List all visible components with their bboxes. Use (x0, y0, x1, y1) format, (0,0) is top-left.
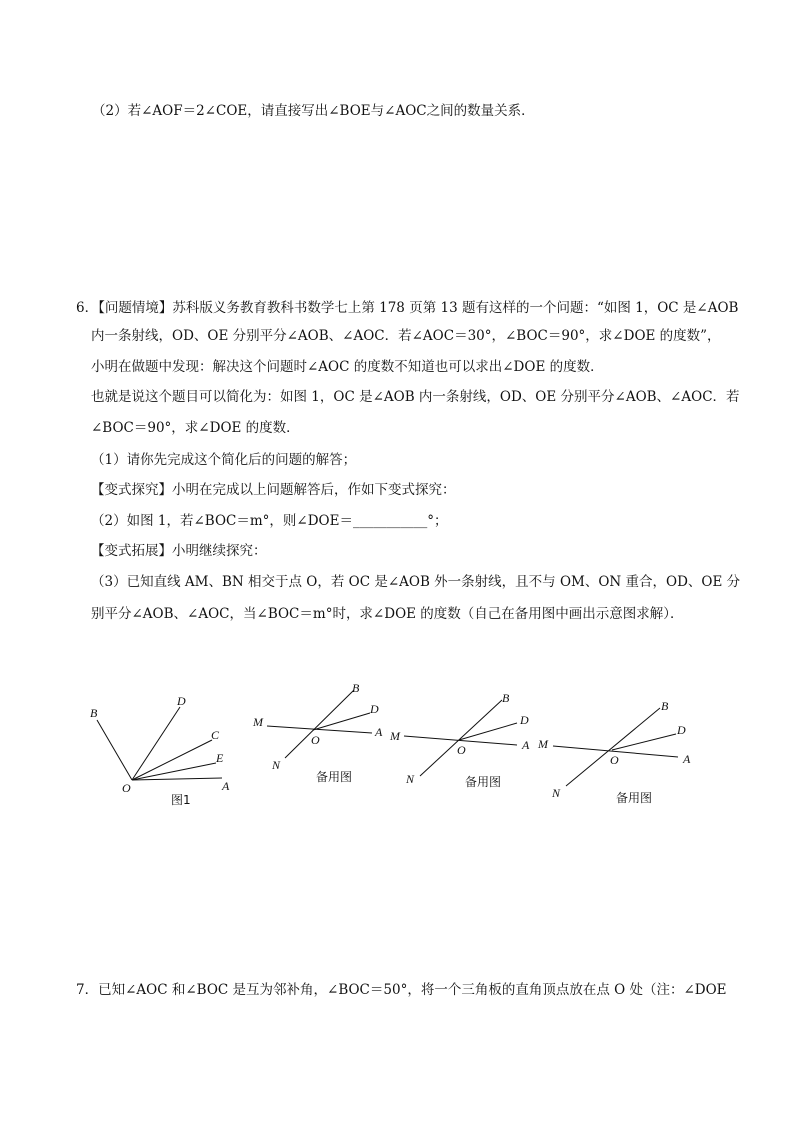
label-M: M (253, 715, 263, 729)
ray-oc (132, 740, 212, 780)
label-O: O (122, 781, 131, 795)
label-O: O (610, 753, 619, 767)
q7-line1: 7．已知∠AOC 和∠BOC 是互为邻补角，∠BOC＝50°，将一个三角板的直角顶点放在点 O 处（注：∠DOE (76, 982, 727, 998)
backup-figure-1-caption: 备用图 (316, 770, 353, 784)
label-O: O (457, 743, 466, 757)
q6-line5: ∠BOC＝90°，求∠DOE 的度数． (91, 420, 300, 436)
label-E: E (216, 751, 224, 765)
label-N: N (272, 758, 281, 772)
label-C: C (211, 728, 220, 742)
label-A: A (375, 725, 383, 739)
label-A: A (683, 752, 691, 766)
label-D: D (177, 694, 186, 708)
label-D: D (370, 702, 379, 716)
figure-1 (90, 694, 230, 807)
q6-line7: 【变式探究】小明在完成以上问题解答后，作如下变式探究： (91, 482, 456, 498)
q6-line8: （2）如图 1，若∠BOC＝m°，则∠DOE＝___________°； (91, 513, 448, 529)
label-A: A (222, 779, 230, 793)
backup-figure-2 (389, 691, 530, 789)
figure-1-caption: 图1 (171, 793, 191, 807)
label-N: N (552, 786, 561, 800)
q5-part2: （2）若∠AOF＝2∠COE，请直接写出∠BOE与∠AOC之间的数量关系． (92, 103, 535, 119)
q6-line6: （1）请你先完成这个简化后的问题的解答； (91, 452, 357, 468)
q6-line10: （3）已知直线 AM、BN 相交于点 O，若 OC 是∠AOB 外一条射线，且不与 OM、ON 重合，OD、OE 分 (91, 574, 741, 590)
line-am (267, 726, 372, 733)
label-O: O (311, 733, 320, 747)
q6-line3: 小明在做题中发现：解决这个问题时∠AOC 的度数不知道也可以求出∠DOE 的度数． (91, 359, 604, 375)
ray-ob (97, 720, 132, 780)
label-M: M (390, 729, 400, 743)
ray-oa (132, 778, 222, 780)
backup-figure-1 (252, 681, 383, 784)
q6-line4: 也就是说这个题目可以简化为：如图 1，OC 是∠AOB 内一条射线，OD、OE 分别平分∠AOB、∠AOC．若 (91, 389, 740, 405)
label-N: N (406, 772, 415, 786)
ray-oe (132, 763, 216, 780)
line-bn (285, 690, 354, 758)
backup-figure-3-caption: 备用图 (616, 791, 653, 805)
backup-figure-3 (537, 699, 691, 805)
label-B: B (352, 681, 360, 695)
q6-line1: 6．【问题情境】苏科版义务教育教科书数学七上第 178 页第 13 题有这样的一个问题：“如图 1，OC 是∠AOB (76, 300, 739, 316)
label-B: B (502, 691, 510, 705)
ray-od (612, 734, 676, 750)
ray-od (132, 707, 180, 780)
label-M: M (538, 737, 548, 751)
label-B: B (90, 706, 98, 720)
line-bn (566, 708, 660, 786)
label-A: A (522, 738, 530, 752)
q6-line2: 内一条射线，OD、OE 分别平分∠AOB、∠AOC．若∠AOC＝30°，∠BOC＝90°，求∠DOE 的度数”， (91, 328, 721, 344)
q6-line11: 别平分∠AOB、∠AOC，当∠BOC＝m°时，求∠DOE 的度数（自己在备用图中画出示意图求解）． (91, 606, 684, 622)
backup-figure-2-caption: 备用图 (465, 775, 502, 789)
q6-line9: 【变式拓展】小明继续探究： (91, 543, 267, 559)
figures-row (0, 670, 794, 820)
label-D: D (520, 713, 529, 727)
label-D: D (677, 723, 686, 737)
label-B: B (661, 699, 669, 713)
